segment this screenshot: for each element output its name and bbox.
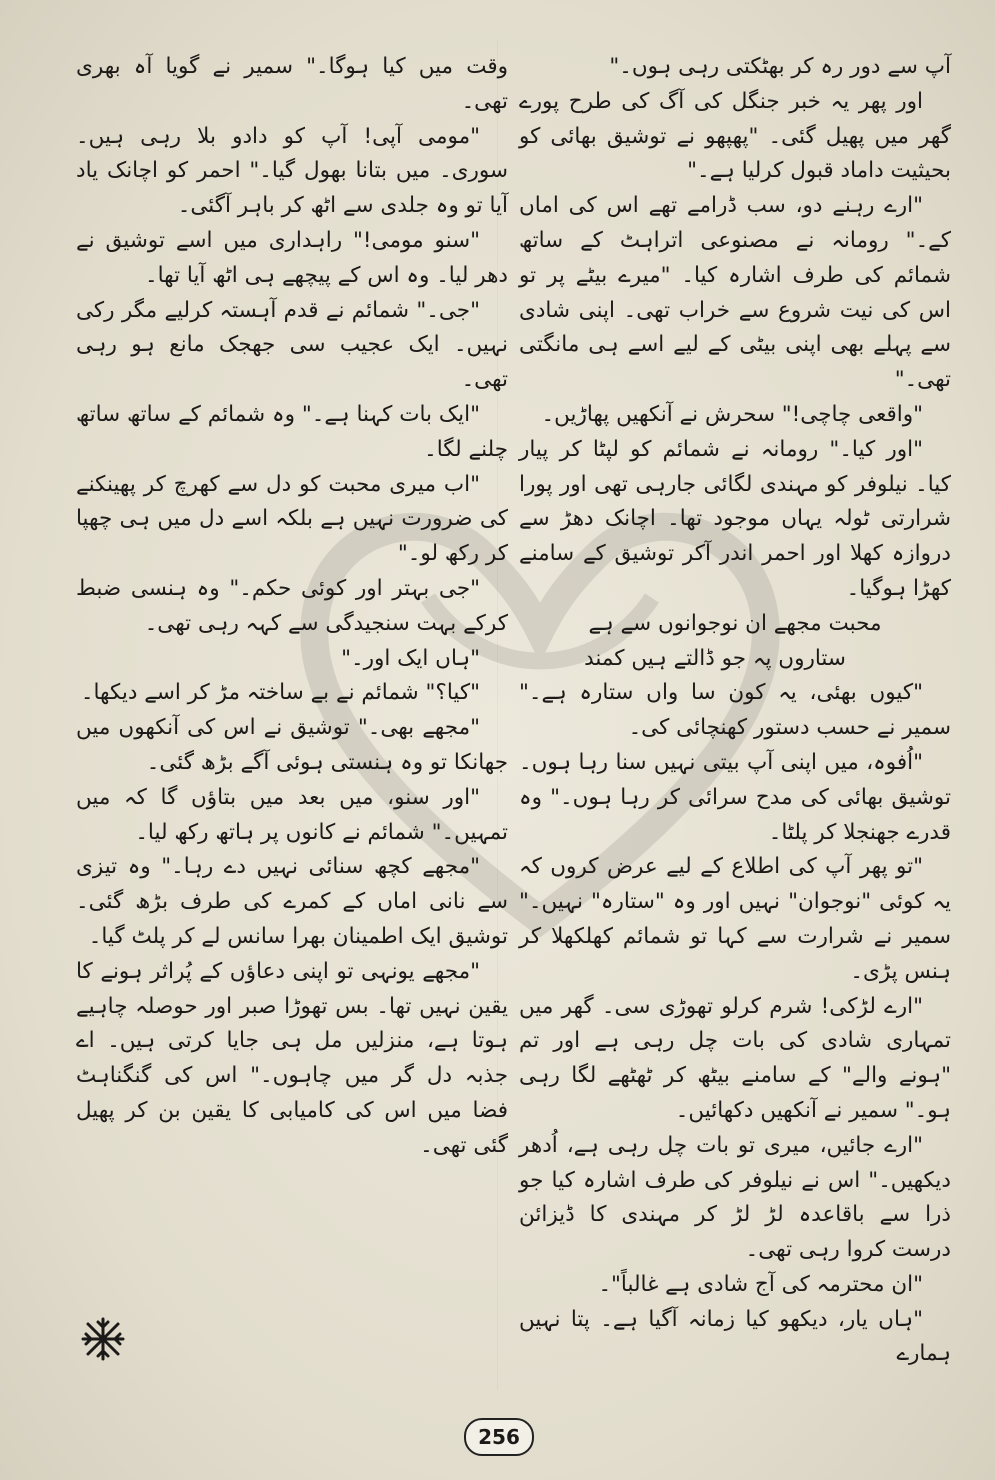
paragraph: "اب میری محبت کو دل سے کھرچ کر پھینکنے کی ضرورت نہیں ہے بلکہ اسے دل میں ہی چھپا کر رکھ لو۔" <box>76 471 508 567</box>
paragraph: "تو پھر آپ کی اطلاع کے لیے عرض کروں کہ یہ کوئی "نوجوان" نہیں اور وہ "ستارہ" نہیں۔" سمیر نے شرارت سے کہا تو شمائم کھلکھلا کر ہنس پڑی۔ <box>519 854 951 984</box>
paragraph: آپ سے دور رہ کر بھٹکتی رہی ہوں۔" <box>609 54 951 79</box>
paragraph: "ارے رہنے دو، سب ڈرامے تھے اس کی اماں کے۔" رومانہ نے مصنوعی اتراہٹ کے ساتھ شمائم کی طرف اشارہ کیا۔ "میرے بیٹے پر تو اس کی نیت شروع سے خراب تھی۔ اپنی شادی سے پہلے بھی اپنی بیٹی کے لیے اسے ہی مانگتی تھی۔" <box>519 193 951 393</box>
snowflake-ornament-icon <box>80 1316 126 1362</box>
paragraph: "ہاں ایک اور۔" <box>341 645 480 671</box>
paragraph: "مجھے بھی۔" توشیق نے اس کی آنکھوں میں جھانکا تو وہ ہنستی ہوئی آگے بڑھ گئی۔ <box>76 715 508 775</box>
paragraph: "ارے لڑکی! شرم کرلو تھوڑی سی۔ گھر میں تمہاری شادی کی بات چل رہی ہے اور تم "ہونے والے" کے سامنے بیٹھ کر ٹھٹھے لگا رہی ہو۔" سمیر نے آنکھیں دکھائیں۔ <box>519 993 951 1123</box>
paragraph: "مومی آپی! آپ کو دادو بلا رہی ہیں۔ سوری۔ میں بتانا بھول گیا۔" احمر کو اچانک یاد آیا تو وہ جلدی سے اٹھ کر باہر آگئی۔ <box>76 123 508 219</box>
paragraph: "واقعی چاچی!" سحرش نے آنکھیں پھاڑیں۔ <box>541 401 923 427</box>
paragraph: "ہاں یار، دیکھو کیا زمانہ آگیا ہے۔ پتا نہیں ہمارے <box>519 1306 951 1367</box>
paragraph: "ارے جائیں، میری تو بات چل رہی ہے، اُدھر دیکھیں۔" اس نے نیلوفر کی طرف اشارہ کیا جو ذرا سے باقاعدہ لڑ لڑ کر مہندی کا ڈیزائن درست کروا رہی تھی۔ <box>519 1132 951 1263</box>
paragraph: "مجھے کچھ سنائی نہیں دے رہا۔" وہ تیزی سے نانی اماں کے کمرے کی طرف بڑھ گئی۔ توشیق ایک اطمینان بھرا سانس لے کر پلٹ گیا۔ <box>76 854 508 949</box>
paragraph: "سنو مومی!" راہداری میں اسے توشیق نے دھر لیا۔ وہ اس کے پیچھے ہی اٹھ آیا تھا۔ <box>76 227 508 288</box>
paragraph: "کیا؟" شمائم نے بے ساختہ مڑ کر اسے دیکھا۔ <box>80 680 480 706</box>
paragraph: وقت میں کیا ہوگا۔" سمیر نے گویا آہ بھری تھی۔ <box>76 54 508 114</box>
paragraph: "اور کیا۔" رومانہ نے شمائم کو لپٹا کر پیار کیا۔ نیلوفر کو مہندی لگائی جارہی تھی اور پورا شرارتی ٹولہ یہاں موجود تھا۔ اچانک دھڑ سے دروازہ کھلا اور احمر اندر آکر توشیق کے سامنے کھڑا ہوگیا۔ <box>519 436 951 601</box>
paragraph: "ان محترمہ کی آج شادی ہے غالباً"۔ <box>598 1271 923 1297</box>
paragraph: "اور سنو، میں بعد میں بتاؤں گا کہ میں تمہیں۔" شمائم نے کانوں پر ہاتھ رکھ لیا۔ <box>76 784 508 845</box>
paragraph: "ایک بات کہنا ہے۔" وہ شمائم کے ساتھ ساتھ چلنے لگا۔ <box>76 401 508 462</box>
poem-line: ستاروں پہ جو ڈالتے ہیں کمند <box>584 645 846 671</box>
page-number: 256 <box>464 1418 534 1456</box>
poem-line: محبت مجھے ان نوجوانوں سے ہے <box>588 610 882 636</box>
poem-couplet <box>519 607 951 677</box>
paragraph: "جی۔" شمائم نے قدم آہستہ کرلیے مگر رکی نہیں۔ ایک عجیب سی جھجک مانع ہو رہی تھی۔ <box>76 297 508 393</box>
paragraph: "جی بہتر اور کوئی حکم۔" وہ ہنسی ضبط کرکے بہت سنجیدگی سے کہہ رہی تھی۔ <box>76 575 508 636</box>
paragraph: اور پھر یہ خبر جنگل کی آگ کی طرح پورے گھر میں پھیل گئی۔ "پھپھو نے توشیق بھائی کو بحیثیت داماد قبول کرلیا ہے۔" <box>519 88 951 184</box>
paragraph: "اُفوہ، میں اپنی آپ بیتی نہیں سنا رہا ہوں۔ توشیق بھائی کی مدح سرائی کر رہا ہوں۔" وہ قدرے جھنجلا کر پلٹا۔ <box>519 749 951 845</box>
paragraph: "مجھے یونہی تو اپنی دعاؤں کے پُراثر ہونے کا یقین نہیں تھا۔ بس تھوڑا صبر اور حوصلہ چاہیے ہوتا ہے، منزلیں مل ہی جایا کرتی ہیں۔ اے جذبہ دل گر میں چاہوں۔" اس کی گنگناہٹ فضا میں اس کی کامیابی کا یقین بن کر پھیل گئی تھی۔ <box>76 958 508 1158</box>
paragraph: "کیوں بھئی، یہ کون سا واں ستارہ ہے۔" سمیر نے حسب دستور کھنچائی کی۔ <box>519 680 951 741</box>
left-column <box>76 50 508 1164</box>
right-column <box>519 50 951 1372</box>
